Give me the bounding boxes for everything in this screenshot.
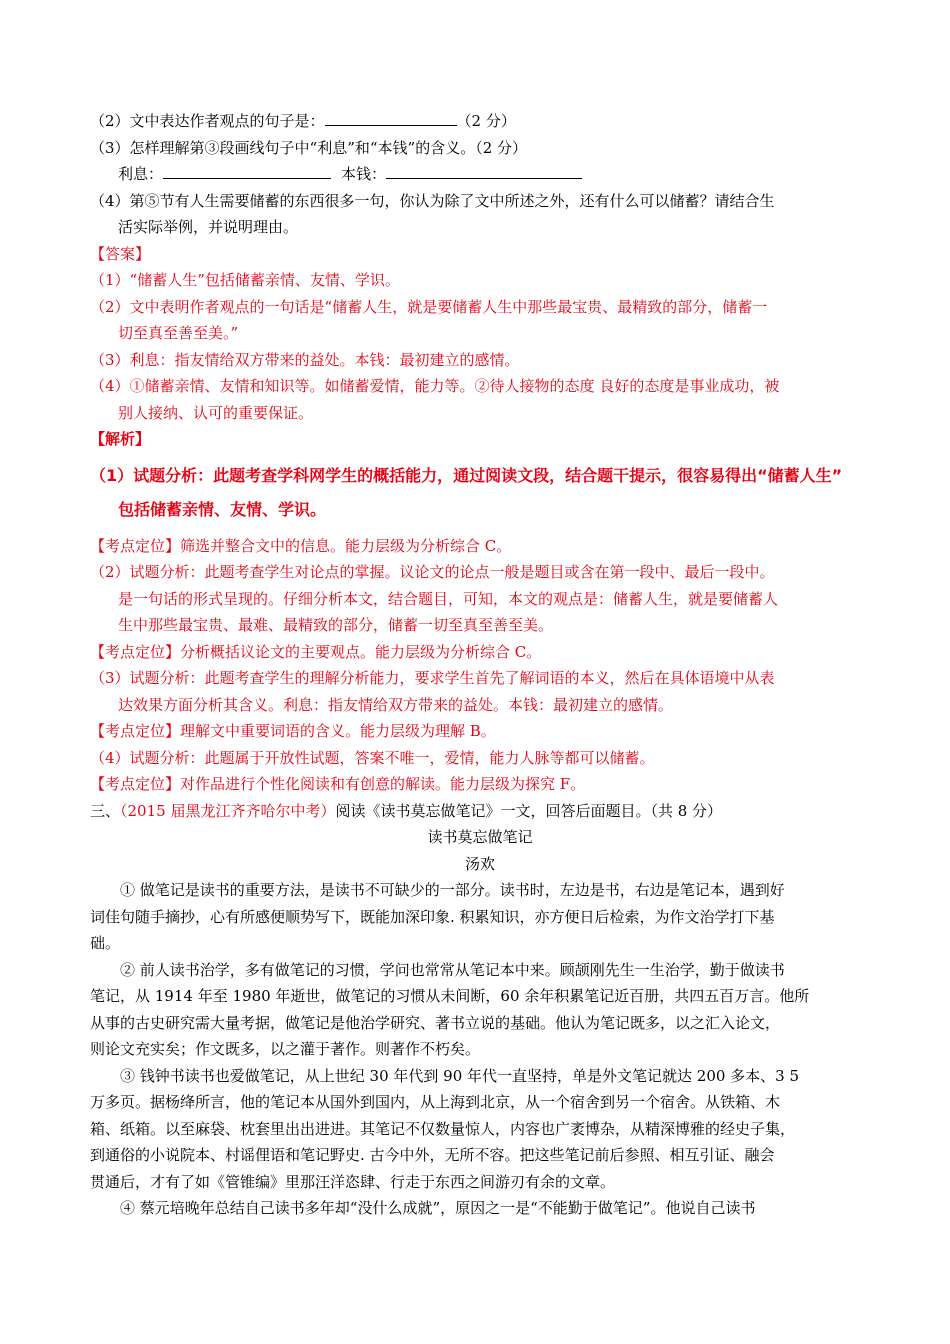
paragraph-3-line-4: 到通俗的小说院本、村谣俚语和笔记野史. 古今中外，无所不容。把这些笔记前后参照、相互引证、融会 [90, 1146, 775, 1164]
answer-2-line-1: （2）文中表明作者观点的一句话是“储蓄人生，就是要储蓄人生中那些最宝贵、最精致的部分，储蓄一 [90, 297, 768, 316]
paragraph-1-line-1: ① 做笔记是读书的重要方法，是读书不可缺少的一部分。读书时，左边是书，右边是笔记本，遇到好 [120, 881, 785, 899]
question-2: （2）文中表达作者观点的句子是： （2 分） [90, 112, 516, 130]
paragraph-4-line-1: ④ 蔡元培晚年总结自己读书多年却“没什么成就”，原因之一是“不能勤于做笔记”。他说自己读书 [120, 1199, 756, 1217]
analysis-2-line-1: （2）试题分析：此题考查学生对论点的掌握。议论文的论点一般是题目或含在第一段中、最后一段中。 [90, 563, 775, 581]
question-3-blanks: 利息： 本钱： [90, 161, 870, 188]
question-3: （3）怎样理解第③段画线句子中“利息”和“本钱”的含义。（2 分） [90, 138, 528, 157]
article-author: 汤欢 [464, 854, 495, 873]
paragraph-3-line-2: 万多页。据杨绛所言，他的笔记本从国外到国内，从上海到北京，从一个宿舍到另一个宿舍。从铁箱、木 [90, 1093, 781, 1111]
answer-4-line-2: 别人接纳、认可的重要保证。 [118, 403, 314, 422]
analysis-1-line-1: （1）试题分析：此题考查学科网学生的概括能力，通过阅读文段，结合题干提示，很容易得出“储蓄人生” [90, 465, 843, 485]
section-3-header: 三、（2015 届黑龙江齐齐哈尔中考）阅读《读书莫忘做笔记》一文，回答后面题目。（共 8 分） [90, 801, 723, 820]
paragraph-3-line-3: 箱、纸箱。以至麻袋、枕套里出出进进。其笔记不仅数量惊人，内容也广袤博杂，从精深博雅的经史子集， [90, 1119, 796, 1138]
answer-3: （3）利息：指友情给双方带来的益处。本钱：最初建立的感情。 [90, 350, 520, 369]
answer-1: （1）“储蓄人生”包括储蓄亲情、友情、学识。 [90, 271, 400, 289]
paragraph-2-line-2: 笔记，从 1914 年至 1980 年逝世，做笔记的习惯从未间断，60 余年积累笔记近百册，共四五百万言。他所 [90, 987, 810, 1005]
paragraph-2-line-4: 则论文充实矣；作文既多，以之灌于著作。则著作不朽矣。 [90, 1040, 481, 1058]
analysis-2-line-3: 生中那些最宝贵、最难、最精致的部分，储蓄一切至真至善至美。 [118, 616, 554, 634]
key-point-3: 【考点定位】理解文中重要词语的含义。能力层级为理解 B。 [90, 722, 496, 740]
key-point-1: 【考点定位】筛选并整合文中的信息。能力层级为分析综合 C。 [90, 536, 512, 555]
document-page [90, 108, 870, 1222]
paragraph-2-line-1: ② 前人读书治学，多有做笔记的习惯，学问也常常从笔记本中来。顾颉刚先生一生治学，勤于做读书 [120, 960, 785, 979]
question-4-line-2: 活实际举例，并说明理由。 [118, 218, 299, 236]
paragraph-1-line-3: 础。 [90, 934, 121, 952]
key-point-2: 【考点定位】分析概括议论文的主要观点。能力层级为分析综合 C。 [90, 642, 542, 661]
answer-blank [325, 110, 457, 126]
article-title: 读书莫忘做笔记 [427, 828, 533, 846]
question-4-line-1: （4）第⑤节有人生需要储蓄的东西很多一句，你认为除了文中所述之外，还有什么可以储蓄？请结合生 [90, 191, 775, 210]
key-point-4: 【考点定位】对作品进行个性化阅读和有创意的解读。能力层级为探究 F。 [90, 775, 586, 793]
analysis-2-line-2: 是一句话的形式呈现的。仔细分析本文，结合题目，可知，本文的观点是：储蓄人生，就是要储蓄人 [118, 589, 779, 608]
analysis-3-line-1: （3）试题分析：此题考查学生的理解分析能力，要求学生首先了解词语的本义，然后在具体语境中从表 [90, 669, 775, 687]
analysis-1-line-2: 包括储蓄亲情、友情、学识。 [118, 499, 327, 519]
paragraph-3-line-5: 贯通后，才有了如《管锥编》里那汪洋恣肆、行走于东西之间游刃有余的文章。 [90, 1172, 616, 1191]
analysis-4: （4）试题分析：此题属于开放性试题，答案不唯一，爱情，能力人脉等都可以储蓄。 [90, 748, 655, 767]
answer-4-line-1: （4）①储蓄亲情、友情和知识等。如储蓄爱情，能力等。②待人接物的态度 良好的态度是事业成功，被 [90, 377, 780, 395]
answer-2-line-2: 切至真至善至美。” [118, 324, 239, 342]
paragraph-1-line-2: 词佳句随手摘抄，心有所感便顺势写下，既能加深印象. 积累知识，亦方便日后检索，为作文治学打下基 [90, 907, 775, 926]
answer-heading: 【答案】 [90, 244, 151, 263]
paragraph-3-line-1: ③ 钱钟书读书也爱做笔记，从上世纪 30 年代到 90 年代一直坚持，单是外文笔记就达 200 多本、3 5 [120, 1066, 800, 1085]
answer-blank [386, 163, 582, 179]
analysis-heading: 【解析】 [90, 430, 151, 448]
paragraph-2-line-3: 从事的古史研究需大量考据，做笔记是他治学研究、著书立说的基础。他认为笔记既多，以之汇入论文， [90, 1013, 781, 1032]
analysis-3-line-2: 达效果方面分析其含义。利息：指友情给双方带来的益处。本钱：最初建立的感情。 [118, 695, 674, 714]
answer-blank [163, 163, 331, 179]
